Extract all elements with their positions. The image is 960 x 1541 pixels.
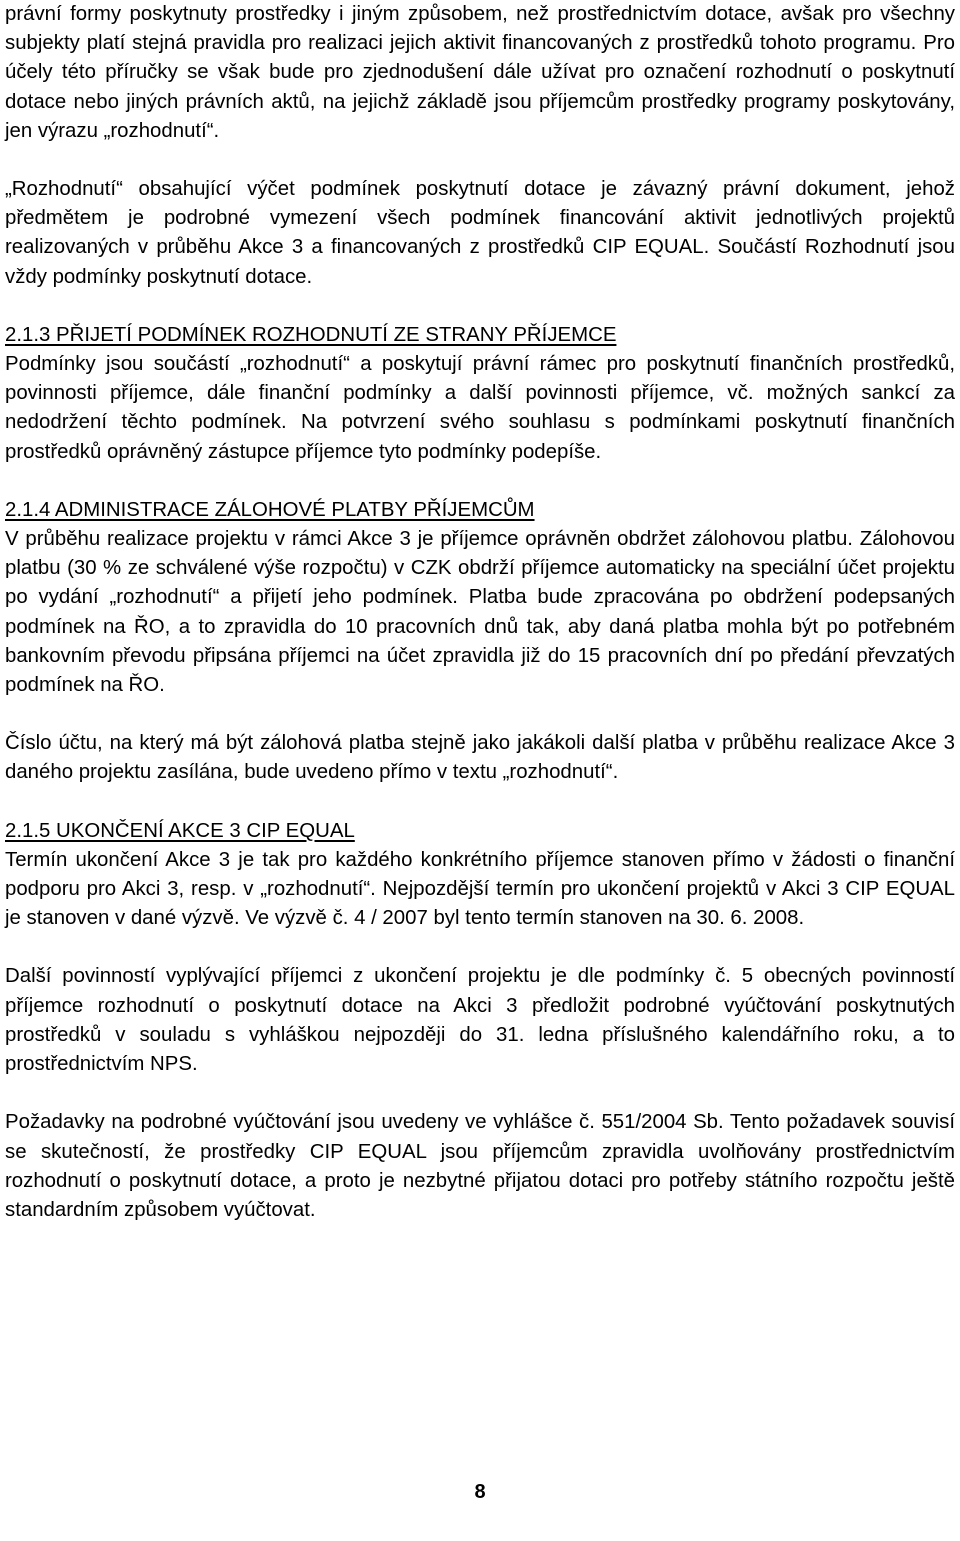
section-paragraph: V průběhu realizace projektu v rámci Akce 3 je příjemce oprávněn obdržet zálohovou platbu. Zálohovou platbu (30 % ze schválené výše rozpočtu) v CZK obdrží příjemce automaticky na speciální účet projektu po vydání „rozhodnutí“ a přijetí jeho podmínek. Platba bude zpracována po obdržení podepsaných podmínek na ŘO, a to zpravidla do 10 pracovních dnů tak, aby daná platba mohla být po potřebném bankovním převodu připsána příjemci na účet zpravidla již do 15 pracovních dní po předání převzatých podmínek na ŘO. xyxy=(5,528,955,697)
section-2-1-4 xyxy=(5,496,955,788)
section-paragraph: Číslo účtu, na který má být zálohová platba stejně jako jakákoli další platba v průběhu realizace Akce 3 daného projektu zasílána, bude uvedeno přímo v textu „rozhodnutí“. xyxy=(5,732,955,784)
section-2-1-5 xyxy=(5,817,955,1225)
section-2-1-3 xyxy=(5,321,955,467)
page-number: 8 xyxy=(474,1481,486,1503)
section-heading: 2.1.3 PŘIJETÍ PODMÍNEK ROZHODNUTÍ ZE STRANY PŘÍJEMCE xyxy=(5,323,617,346)
section-heading: 2.1.4 ADMINISTRACE ZÁLOHOVÉ PLATBY PŘÍJEMCŮM xyxy=(5,498,535,521)
section-paragraph: Další povinností vyplývající příjemci z ukončení projektu je dle podmínky č. 5 obecných povinností příjemce rozhodnutí o poskytnutí dotace na Akci 3 předložit podrobné vyúčtování poskytnutých prostředků v souladu s vyhláškou nejpozději do 31. ledna příslušného kalendářního roku, a to prostřednictvím NPS. xyxy=(5,965,955,1076)
document-page xyxy=(5,0,955,1225)
section-paragraph: Termín ukončení Akce 3 je tak pro každého konkrétního příjemce stanoven přímo v žádosti o finanční podporu pro Akci 3, resp. v „rozhodnutí“. Nejpozdější termín pro ukončení projektů v Akci 3 CIP EQUAL je stanoven v dané výzvě. Ve výzvě č. 4 / 2007 byl tento termín stanoven na 30. 6. 2008. xyxy=(5,848,955,930)
section-paragraph: Požadavky na podrobné vyúčtování jsou uvedeny ve vyhlášce č. 551/2004 Sb. Tento požadavek souvisí se skutečností, že prostředky CIP EQUAL jsou příjemcům zpravidla uvolňovány prostřednictvím rozhodnutí o poskytnutí dotace, a proto je nezbytné přijatou dotaci pro potřeby státního rozpočtu ještě standardním způsobem vyúčtovat. xyxy=(5,1111,955,1221)
paragraph-intro: právní formy poskytnuty prostředky i jiným způsobem, než prostřednictvím dotace, avšak pro všechny subjekty platí stejná pravidla pro realizaci jejich aktivit financovaných z prostředků tohoto programu. Pro účely této příručky se však bude pro zjednodušení dále užívat pro označení rozhodnutí o poskytnutí dotace nebo jiných právních aktů, na jejichž základě jsou příjemcům prostředky programy poskytovány, jen výrazu „rozhodnutí“. xyxy=(5,3,955,142)
section-paragraph: Podmínky jsou součástí „rozhodnutí“ a poskytují právní rámec pro poskytnutí finančních prostředků, povinnosti příjemce, dále finanční podmínky a další povinnosti příjemce, vč. možných sankcí za nedodržení těchto podmínek. Na potvrzení svého souhlasu s podmínkami poskytnutí finančních prostředků oprávněný zástupce příjemce tyto podmínky podepíše. xyxy=(5,353,955,463)
paragraph-rozhodnuti: „Rozhodnutí“ obsahující výčet podmínek poskytnutí dotace je závazný právní dokument, jehož předmětem je podrobné vymezení všech podmínek financování aktivit jednotlivých projektů realizovaných v průběhu Akce 3 a financovaných z prostředků CIP EQUAL. Součástí Rozhodnutí jsou vždy podmínky poskytnutí dotace. xyxy=(5,178,955,288)
section-heading: 2.1.5 UKONČENÍ AKCE 3 CIP EQUAL xyxy=(5,819,355,842)
